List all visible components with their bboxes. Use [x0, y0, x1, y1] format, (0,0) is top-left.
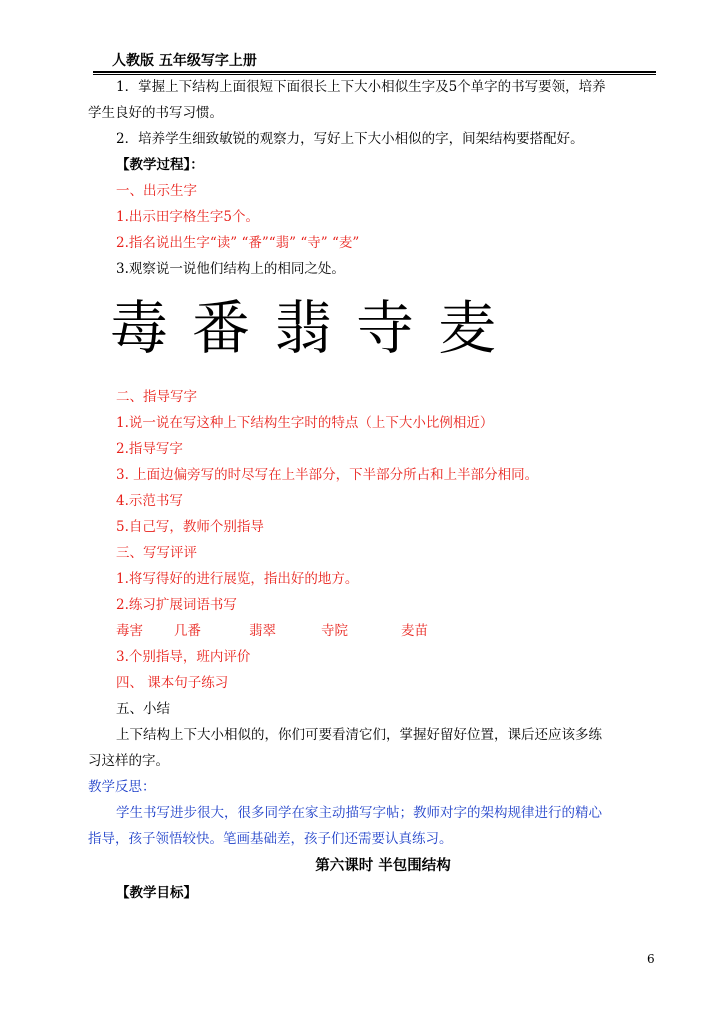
section-2-title: 二、指导写字 — [116, 389, 197, 405]
summary-line-1: 上下结构上下大小相似的，你们可要看清它们，掌握好留好位置，课后还应该多练 — [116, 727, 602, 743]
goal-item-1-line-1: 1．掌握上下结构上面很短下面很长上下大小相似生字及5个单字的书写要领，培养 — [116, 79, 606, 95]
process-heading: 【教学过程】： — [116, 157, 204, 173]
practice-word: 寺院 — [321, 623, 348, 639]
large-character: 麦 — [438, 294, 497, 362]
teaching-goal-heading: 【教学目标】 — [116, 885, 197, 901]
section-3-item-2: 2.练习扩展词语书写 — [116, 597, 237, 613]
section-2-item-4: 4.示范书写 — [116, 493, 183, 509]
practice-word: 几番 — [174, 623, 201, 639]
goal-item-2: 2．培养学生细致敏锐的观察力，写好上下大小相似的字，间架结构要搭配好。 — [116, 131, 584, 147]
lesson-6-title: 第六课时 半包围结构 — [315, 858, 451, 874]
practice-word: 翡翠 — [249, 623, 276, 639]
section-5-title: 五、小结 — [116, 701, 170, 717]
reflection-line-2: 指导，孩子领悟较快。笔画基础差，孩子们还需要认真练习。 — [88, 831, 453, 847]
page-number: 6 — [647, 952, 655, 966]
large-character: 番 — [192, 294, 251, 362]
section-1-title: 一、出示生字 — [116, 183, 197, 199]
document-body — [88, 74, 648, 906]
section-1-item-3: 3.观察说一说他们结构上的相同之处。 — [116, 261, 345, 277]
section-3-title: 三、写写评评 — [116, 545, 197, 561]
large-characters-display — [88, 282, 648, 384]
large-character: 翡 — [274, 294, 333, 362]
header-rule — [93, 71, 656, 73]
section-2-item-3: 3. 上面边偏旁写的时尽写在上半部分，下半部分所占和上半部分相同。 — [116, 467, 539, 483]
section-2-item-1: 1.说一说在写这种上下结构生字时的特点（上下大小比例相近） — [116, 415, 494, 431]
section-2-item-2: 2.指导写字 — [116, 441, 183, 457]
practice-words — [88, 618, 648, 644]
practice-word: 麦苗 — [401, 623, 428, 639]
reflection-label: 教学反思： — [88, 779, 156, 795]
section-3-item-1: 1.将写得好的进行展览，指出好的地方。 — [116, 571, 359, 587]
practice-word: 毒害 — [116, 623, 143, 639]
summary-line-2: 习这样的字。 — [88, 753, 169, 769]
section-2-item-5: 5.自己写，教师个别指导 — [116, 519, 264, 535]
goal-item-1-line-2: 学生良好的书写习惯。 — [88, 105, 223, 121]
page-header-title: 人教版 五年级写字上册 — [112, 53, 257, 69]
section-3-item-3: 3.个别指导，班内评价 — [116, 649, 251, 665]
large-character: 毒 — [110, 294, 169, 362]
section-1-item-2: 2.指名说出生字“读” “番”“翡” “寺” “麦” — [116, 235, 360, 251]
large-character: 寺 — [356, 294, 415, 362]
section-1-item-1: 1.出示田字格生字5个。 — [116, 209, 259, 225]
section-4-title: 四、 课本句子练习 — [116, 675, 229, 691]
reflection-line-1: 学生书写进步很大，很多同学在家主动描写字帖；教师对字的架构规律进行的精心 — [116, 805, 602, 821]
